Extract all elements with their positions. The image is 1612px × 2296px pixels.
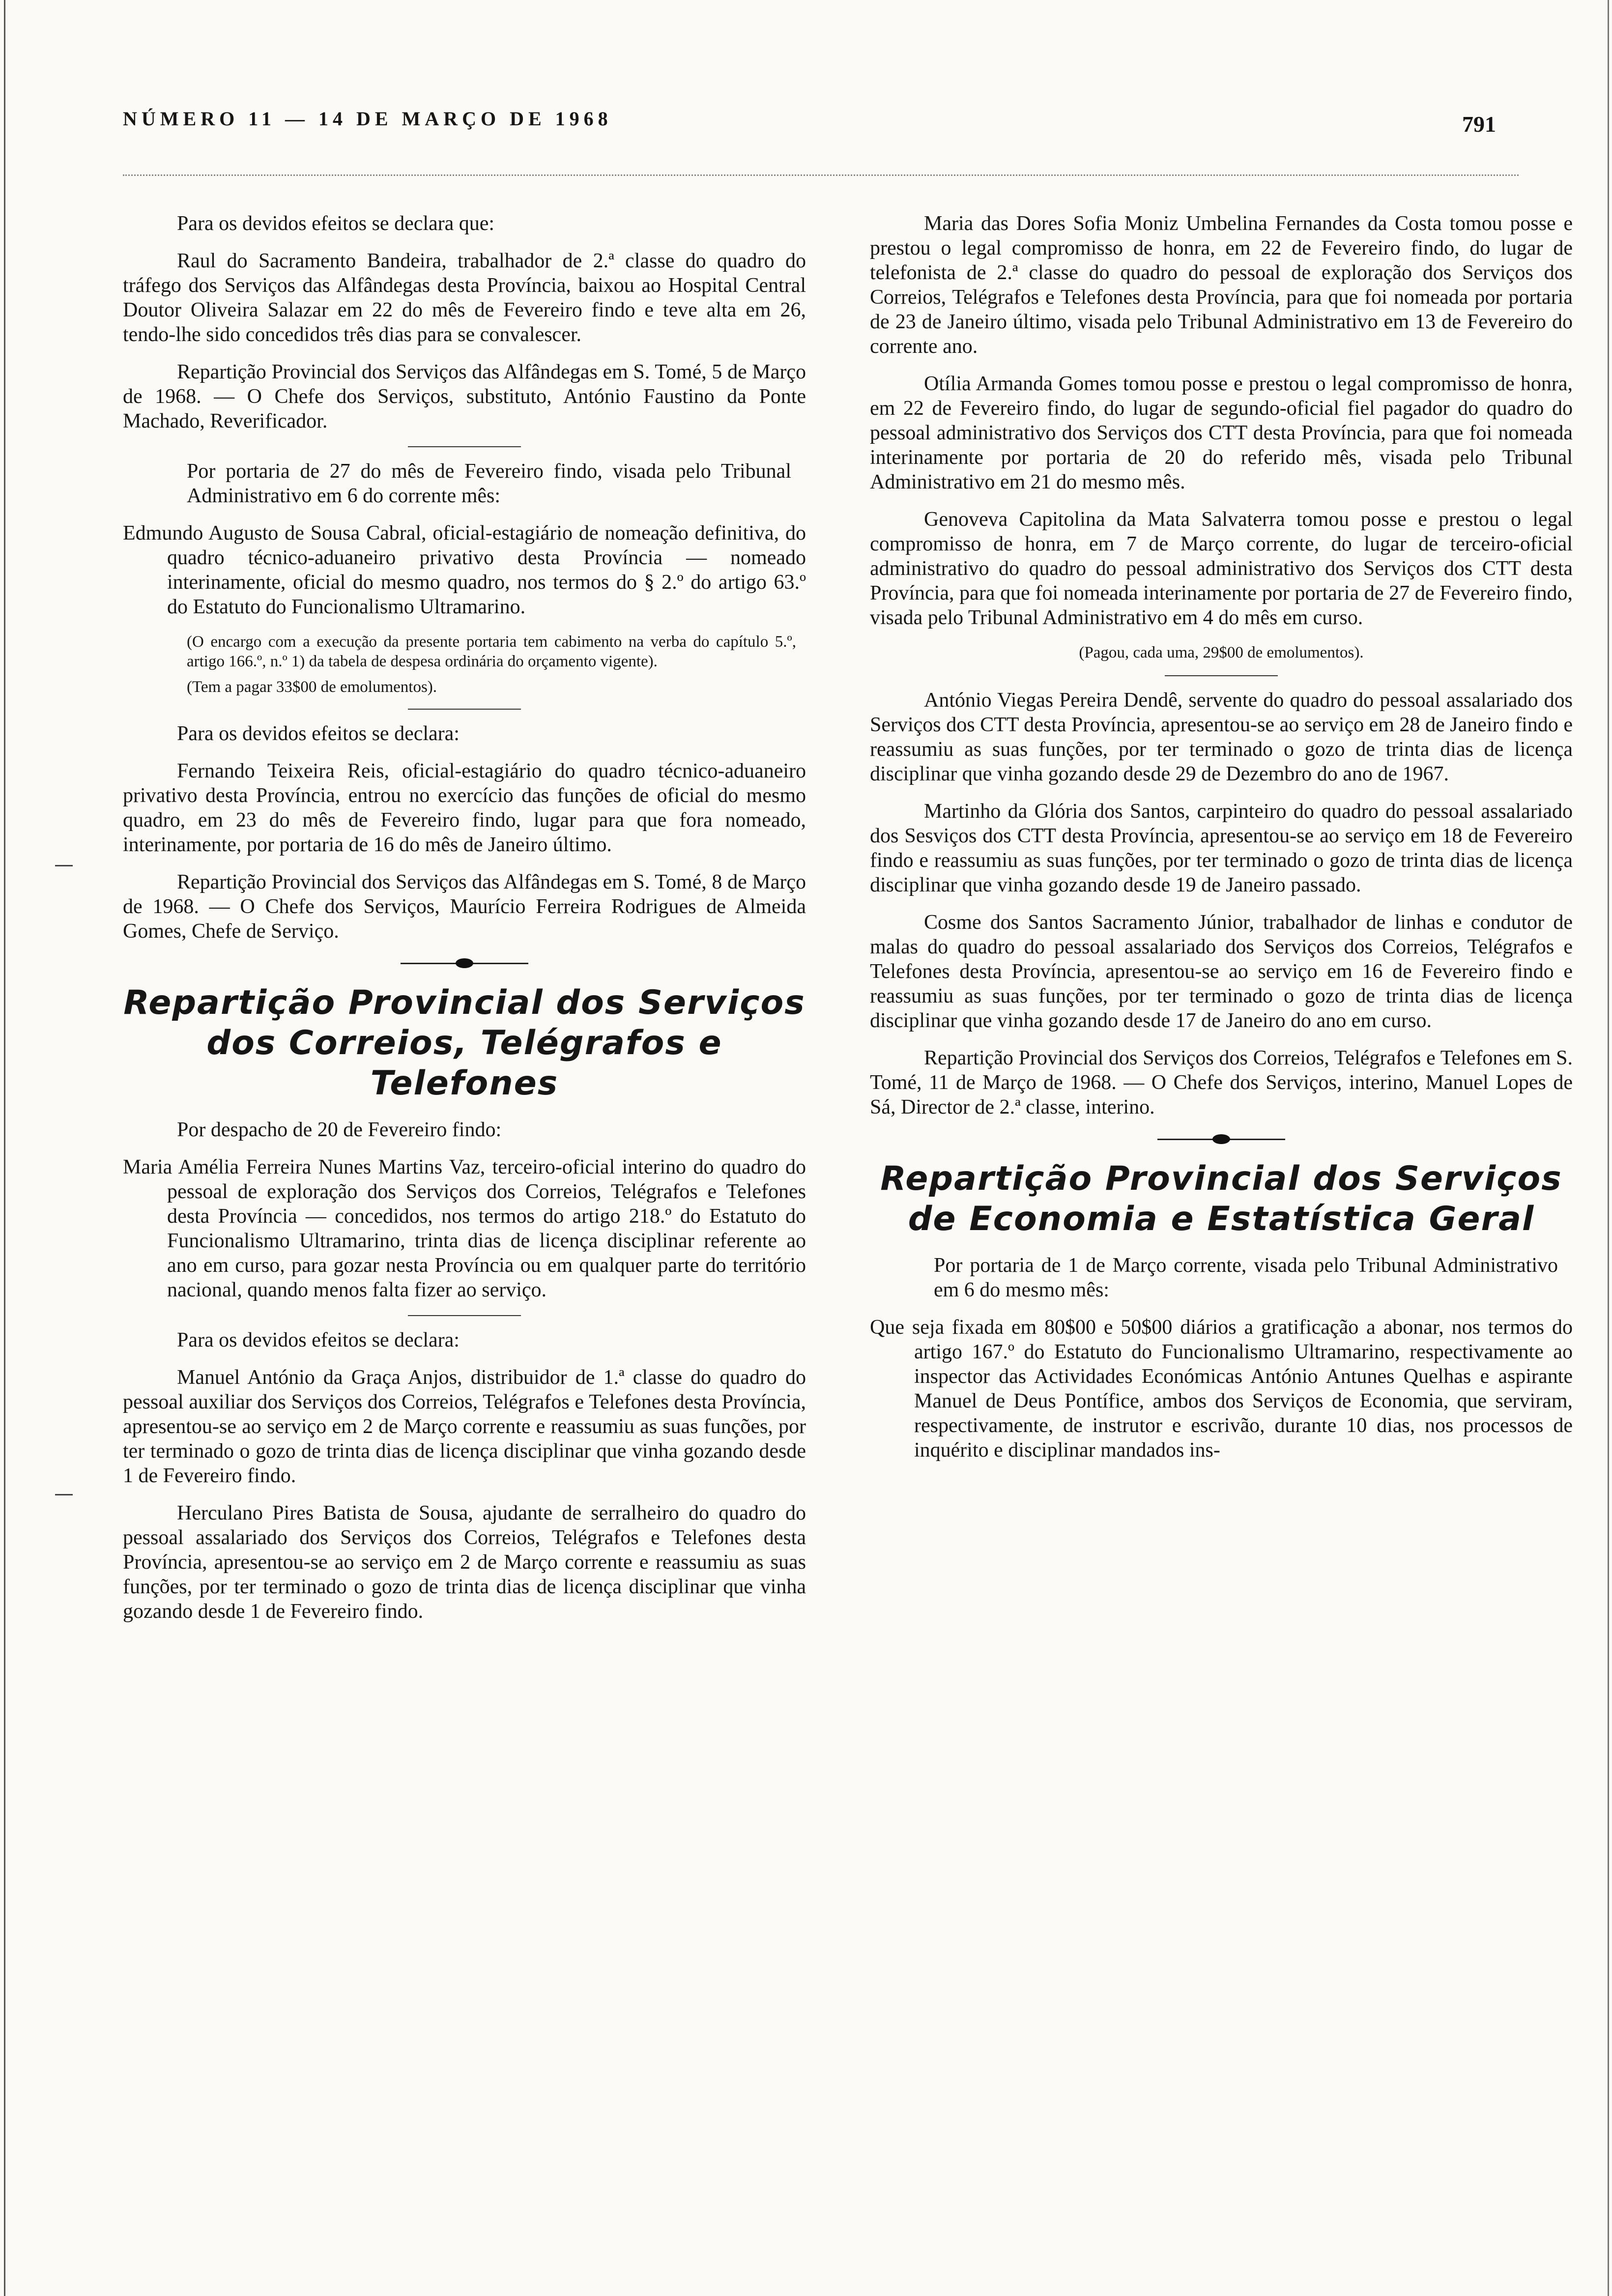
issue-title: NÚMERO 11 — 14 DE MARÇO DE 1968 — [123, 108, 612, 130]
paragraph: Repartição Provincial dos Serviços das Alfândegas em S. Tomé, 5 de Março de 1968. — O Chefe dos Serviços, substituto, António Faustino da Ponte Machado, Reverificador. — [123, 361, 806, 432]
left-column — [123, 211, 806, 1636]
margin-mark — [55, 865, 73, 866]
page-header — [123, 107, 1612, 166]
divider — [408, 446, 521, 447]
paragraph: Repartição Provincial dos Serviços das Alfândegas em S. Tomé, 8 de Março de 1968. — O Chefe dos Serviços, Maurício Ferreira Rodrigues de Almeida Gomes, Chefe de Serviço. — [123, 871, 806, 943]
ornament-dot — [456, 958, 473, 968]
paragraph: Por despacho de 20 de Fevereiro findo: — [177, 1119, 502, 1141]
paragraph: Por portaria de 27 do mês de Fevereiro findo, visada pelo Tribunal Administrativo em 6 do corrente mês: — [187, 460, 791, 507]
paragraph: Para os devidos efeitos se declara: — [177, 1329, 460, 1351]
section-heading: Repartição Provincial dos Serviços dos Correios, Telégrafos e Telefones — [123, 983, 806, 1103]
paragraph: Genoveva Capitolina da Mata Salvaterra tomou posse e prestou o legal compromisso de honra, em 7 de Março corrente, do lugar de terceiro-oficial administrativo do quadro do pessoal administrativo dos Serviços dos CTT desta Província, para que foi nomeada interinamente por portaria de 27 de Fevereiro findo, visada pelo Tribunal Administrativo em 4 do mês em curso. — [870, 508, 1573, 629]
paragraph: Para os devidos efeitos se declara: — [177, 722, 460, 745]
paragraph: Por portaria de 1 de Março corrente, visada pelo Tribunal Administrativo em 6 do mesmo mês: — [934, 1254, 1558, 1301]
note: (Pagou, cada uma, 29$00 de emolumentos). — [1079, 644, 1364, 661]
paragraph: Manuel António da Graça Anjos, distribuidor de 1.ª classe do quadro do pessoal auxiliar dos Serviços dos Correios, Telégrafos e Telefones desta Província, apresentou-se ao serviço em 2 de Março corrente e reassumiu as suas funções, por ter terminado o gozo de trinta dias de licença disciplinar que vinha gozando desde 1 de Fevereiro findo. — [123, 1366, 806, 1487]
paragraph: Maria Amélia Ferreira Nunes Martins Vaz, terceiro-oficial interino do quadro do pessoal de exploração dos Serviços dos Correios, Telégrafos e Telefones desta Província — concedidos, nos termos do artigo 218.º do Estatuto do Funcionalismo Ultramarino, trinta dias de licença disciplinar referente ao ano em curso, para gozar nesta Província ou em qualquer parte do território nacional, quando menos falta fizer ao serviço. — [123, 1156, 806, 1301]
paragraph: António Viegas Pereira Dendê, servente do quadro do pessoal assalariado dos Serviços dos CTT desta Província, apresentou-se ao serviço em 28 de Janeiro findo e reassumiu as suas funções, por ter terminado o gozo de trinta dias de licença disciplinar que vinha gozando desde 29 de Dezembro do ano de 1967. — [870, 689, 1573, 785]
divider — [408, 709, 521, 710]
note: (Tem a pagar 33$00 de emolumentos). — [187, 678, 437, 696]
page-edge-right — [1608, 0, 1609, 2296]
paragraph: Para os devidos efeitos se declara que: — [177, 212, 495, 235]
margin-mark — [55, 1494, 73, 1495]
note: (O encargo com a execução da presente portaria tem cabimento na verba do capítulo 5.º, artigo 166.º, n.º 1) da tabela de despesa ordinária do orçamento vigente). — [187, 633, 796, 670]
ornament-divider — [401, 958, 528, 968]
paragraph: Raul do Sacramento Bandeira, trabalhador de 2.ª classe do quadro do tráfego dos Serviços das Alfândegas desta Província, baixou ao Hospital Central Doutor Oliveira Salazar em 22 do mês de Fevereiro findo e teve alta em 26, tendo-lhe sido concedidos três dias para se convalescer. — [123, 250, 806, 346]
paragraph: Repartição Provincial dos Serviços dos Correios, Telégrafos e Telefones em S. Tomé, 11 de Março de 1968. — O Chefe dos Serviços, interino, Manuel Lopes de Sá, Director de 2.ª classe, interino. — [870, 1047, 1573, 1119]
paragraph: Fernando Teixeira Reis, oficial-estagiário do quadro técnico-aduaneiro privativo desta Província, entrou no exercício das funções de oficial do mesmo quadro, em 23 do mês de Fevereiro findo, lugar para que fora nomeado, interinamente, por portaria de 16 do mês de Janeiro último. — [123, 760, 806, 856]
paragraph: Otília Armanda Gomes tomou posse e prestou o legal compromisso de honra, em 22 de Fevereiro findo, do lugar de segundo-oficial fiel pagador do quadro do pessoal administrativo dos Serviços dos CTT desta Província, para que foi nomeada interinamente por portaria de 20 do referido mês, visada pelo Tribunal Administrativo em 21 do mesmo mês. — [870, 373, 1573, 493]
page-edge-left — [4, 0, 5, 2296]
ornament-divider — [1157, 1134, 1285, 1144]
paragraph: Que seja fixada em 80$00 e 50$00 diários a gratificação a abonar, nos termos do artigo 167.º do Estatuto do Funcionalismo Ultramarino, respectivamente ao inspector das Actividades Económicas António Antunes Quelhas e aspirante Manuel de Deus Pontífice, ambos dos Serviços de Economia, que serviram, respectivamente, de instrutor e escrivão, durante 10 dias, nos processos de inquérito e disciplinar mandados ins- — [870, 1316, 1573, 1462]
paragraph: Cosme dos Santos Sacramento Júnior, trabalhador de linhas e condutor de malas do quadro do pessoal assalariado dos Serviços dos Correios, Telégrafos e Telefones desta Província, apresentou-se ao serviço em 16 de Fevereiro findo e reassumiu as suas funções, por ter terminado o gozo de trinta dias de licença disciplinar que vinha gozando desde 17 de Janeiro do ano em curso. — [870, 911, 1573, 1032]
divider — [408, 1315, 521, 1316]
header-rule — [123, 174, 1519, 177]
page-number: 791 — [1462, 112, 1496, 137]
ornament-dot — [1212, 1134, 1230, 1144]
paragraph: Herculano Pires Batista de Sousa, ajudante de serralheiro do quadro do pessoal assalariado dos Serviços dos Correios, Telégrafos e Telefones desta Província, apresentou-se ao serviço em 2 de Março corrente e reassumiu as suas funções, por ter terminado o gozo de trinta dias de licença disciplinar que vinha gozando desde 1 de Fevereiro findo. — [123, 1502, 806, 1623]
section-heading: Repartição Provincial dos Serviços de Economia e Estatística Geral — [880, 1159, 1562, 1238]
right-column — [870, 211, 1573, 1475]
divider — [1165, 675, 1278, 676]
paragraph: Edmundo Augusto de Sousa Cabral, oficial-estagiário de nomeação definitiva, do quadro técnico-aduaneiro privativo desta Província — nomeado interinamente, oficial do mesmo quadro, nos termos do § 2.º do artigo 63.º do Estatuto do Funcionalismo Ultramarino. — [123, 522, 806, 618]
paragraph: Martinho da Glória dos Santos, carpinteiro do quadro do pessoal assalariado dos Sesviços dos CTT desta Província, apresentou-se ao serviço em 18 de Fevereiro findo e reassumiu as suas funções, por ter terminado o gozo de trinta dias de licença disciplinar que vinha gozando desde 19 de Janeiro passado. — [870, 800, 1573, 896]
paragraph: Maria das Dores Sofia Moniz Umbelina Fernandes da Costa tomou posse e prestou o legal compromisso de honra, em 22 de Fevereiro findo, do lugar de telefonista de 2.ª classe do quadro do pessoal de exploração dos Serviços dos Correios, Telégrafos e Telefones desta Província, para que foi nomeada por portaria de 23 de Janeiro último, visada pelo Tribunal Administrativo em 13 de Fevereiro do corrente ano. — [870, 212, 1573, 358]
